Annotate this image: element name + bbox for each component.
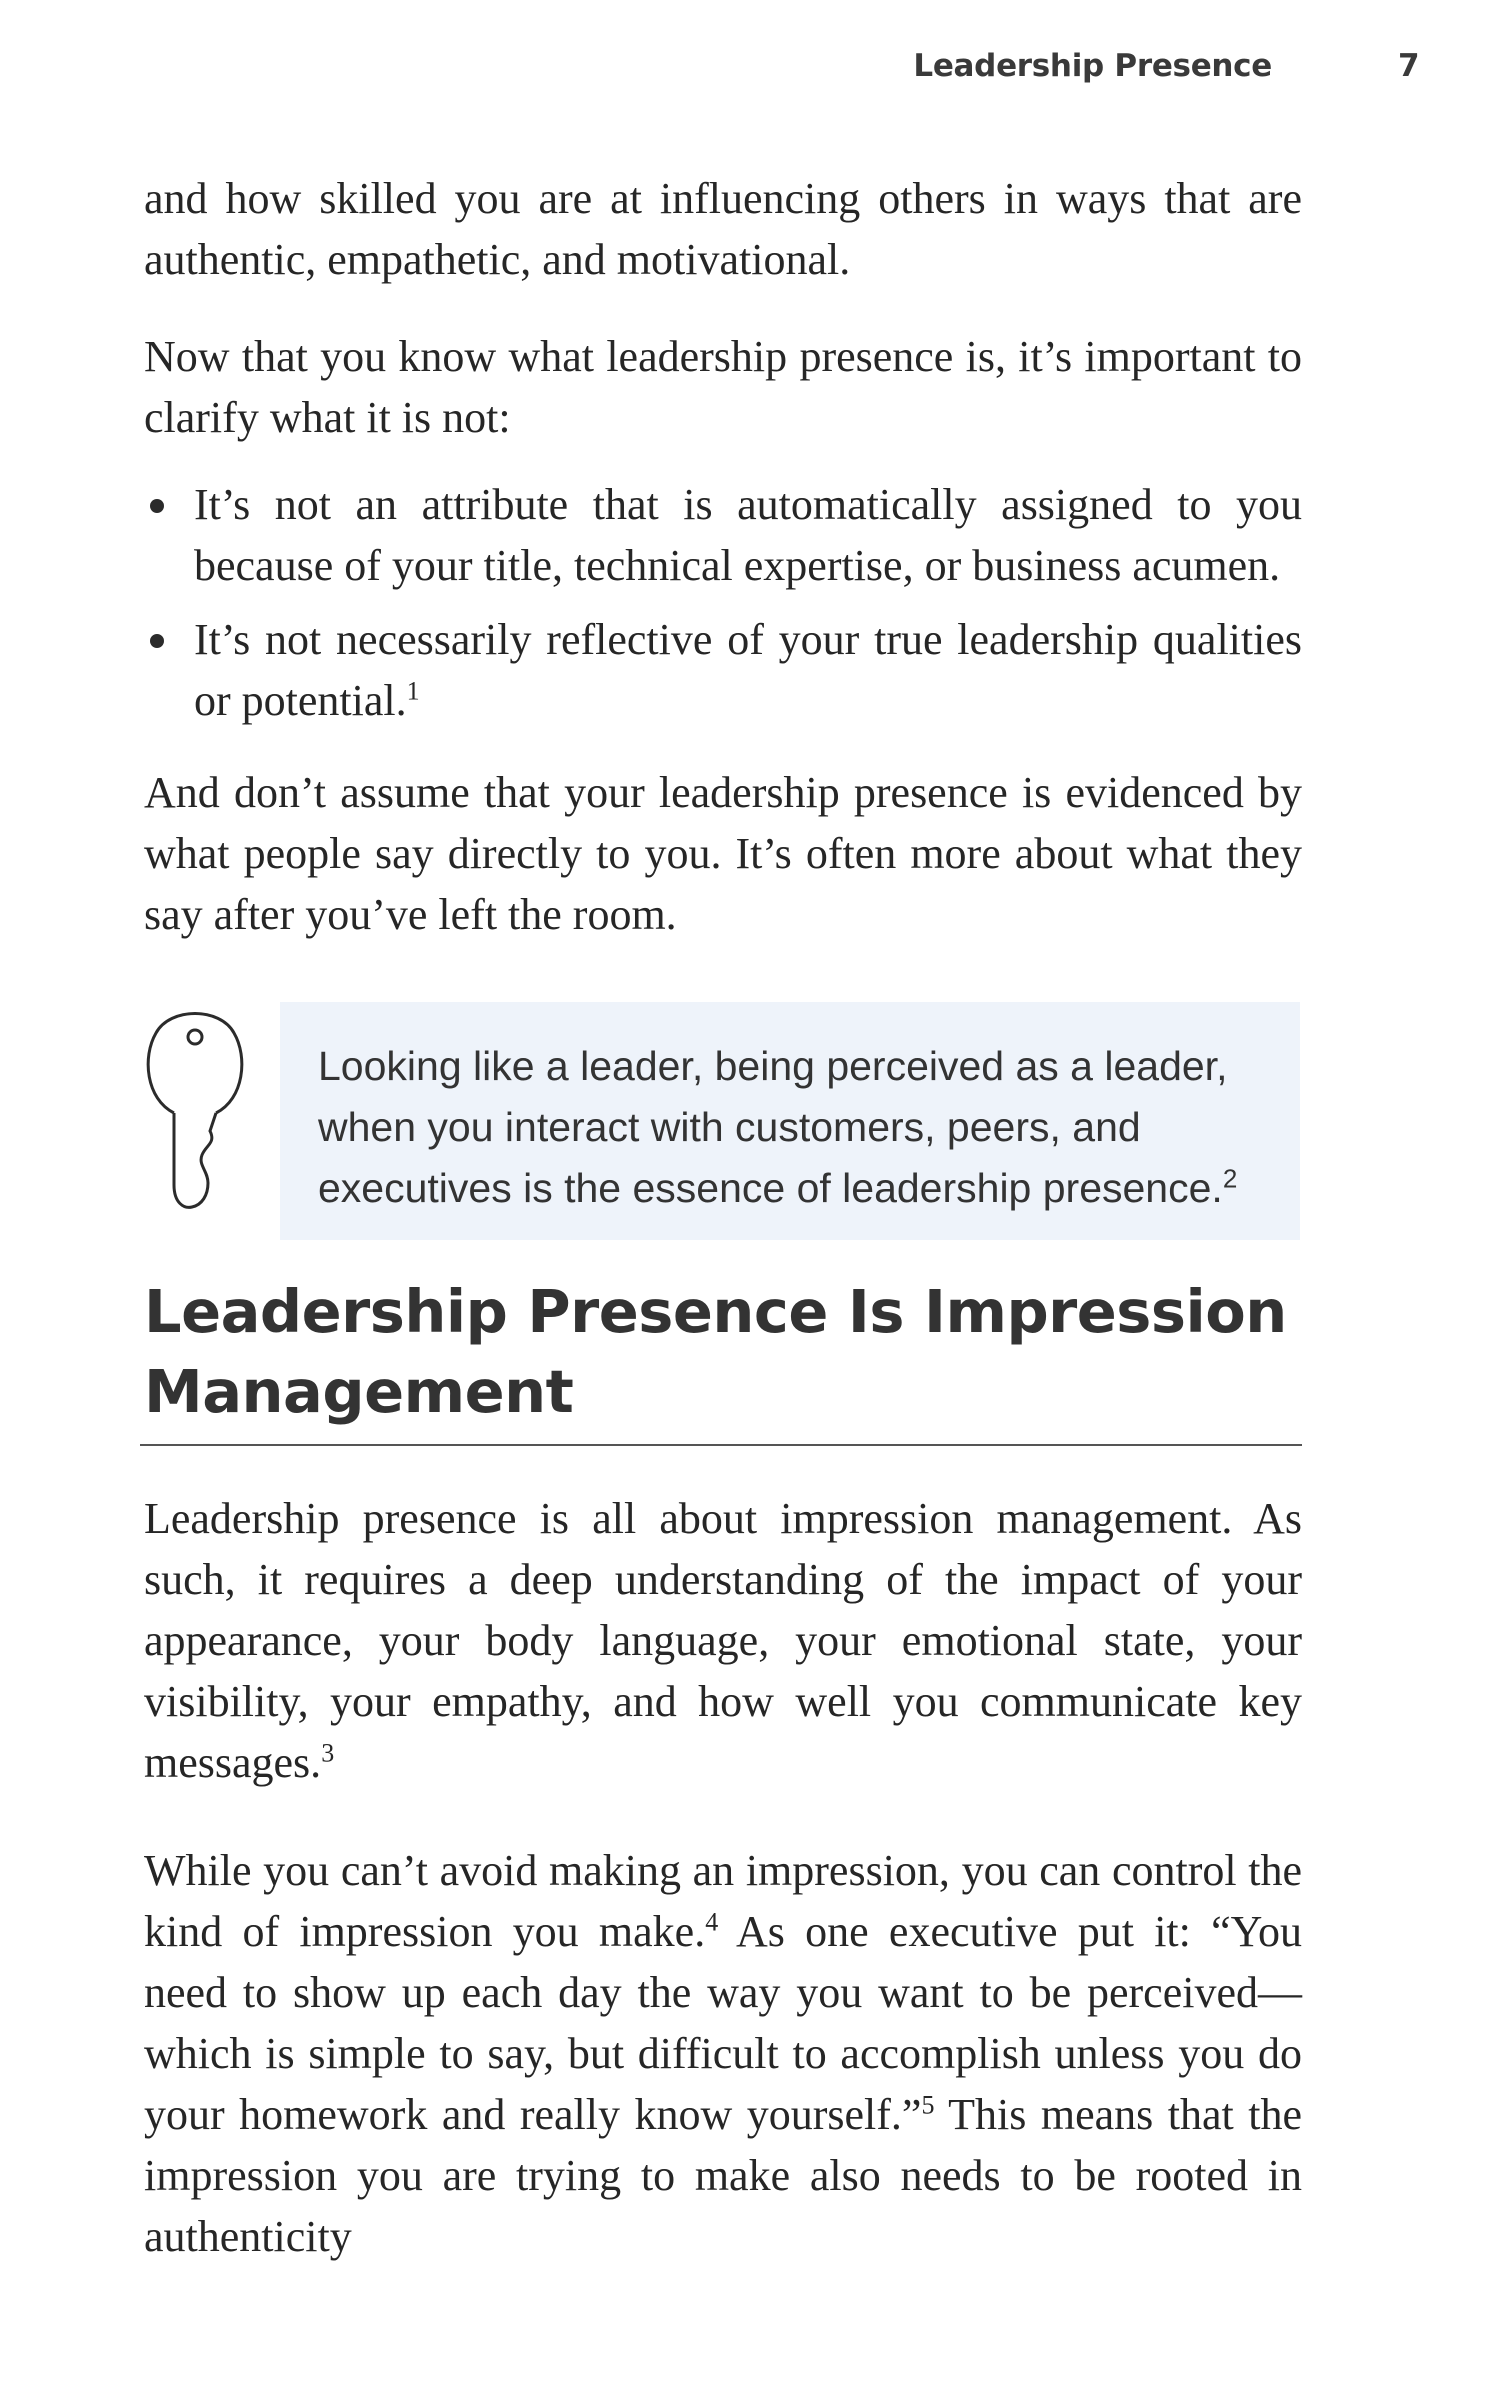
bullet-dot-icon bbox=[150, 499, 164, 513]
key-takeaway-callout bbox=[280, 1002, 1300, 1240]
running-head: Leadership Presence bbox=[913, 48, 1272, 84]
callout-text: Looking like a leader, being perceived as a leader, when you interact with customers, peers, and executives is the essence of leadership presence.$^2$ bbox=[318, 1043, 1238, 1211]
bullet-text: It’s not an attribute that is automatically assigned to you because of your title, technical expertise, or business acumen. bbox=[194, 480, 1302, 590]
paragraph-assumption: And don’t assume that your leadership presence is evidenced by what people say directly to you. It’s often more about what they say after you’ve left the room. bbox=[144, 768, 1302, 939]
bullet-dot-icon bbox=[150, 634, 164, 648]
paragraph-impression-management: Leadership presence is all about impression management. As such, it requires a deep understanding of the impact of your appearance, your body language, your emotional state, your visibility, your empathy, and how well you communicate key messages.$^3$ bbox=[144, 1494, 1302, 1787]
footnote-marker: 4 bbox=[705, 1907, 719, 1937]
paragraph-continuation: and how skilled you are at influencing others in ways that are authentic, empathetic, and motivational. bbox=[144, 174, 1302, 284]
footnote-marker: 2 bbox=[1222, 1163, 1238, 1194]
footnote-marker: 1 bbox=[406, 676, 420, 706]
bullet-item bbox=[144, 609, 1302, 731]
key-icon bbox=[140, 995, 250, 1217]
bullet-item bbox=[144, 474, 1302, 596]
footnote-marker: 3 bbox=[321, 1738, 335, 1768]
bullet-text: It’s not necessarily reflective of your true leadership qualities or potential. bbox=[194, 615, 1302, 725]
footnote-marker: 5 bbox=[921, 2090, 935, 2120]
heading-divider bbox=[140, 1444, 1302, 1446]
section-heading: Leadership Presence Is Impression Management bbox=[144, 1277, 1287, 1426]
bullet-list bbox=[144, 474, 1302, 744]
paragraph-intro-not: Now that you know what leadership presence is, it’s important to clarify what it is not: bbox=[144, 332, 1302, 442]
page-number: 7 bbox=[1398, 48, 1420, 84]
paragraph-control-impression: While you can’t avoid making an impression, you can control the kind of impression you make.$^4$ As one executive put it: “You need to show up each day the way you want to be perceived—which is simple to say, but difficult to accomplish unless you do your homework and really know yourself.”$^5$ This means that the impression you are trying to make also needs to be rooted in authenticity bbox=[144, 1846, 1302, 2261]
